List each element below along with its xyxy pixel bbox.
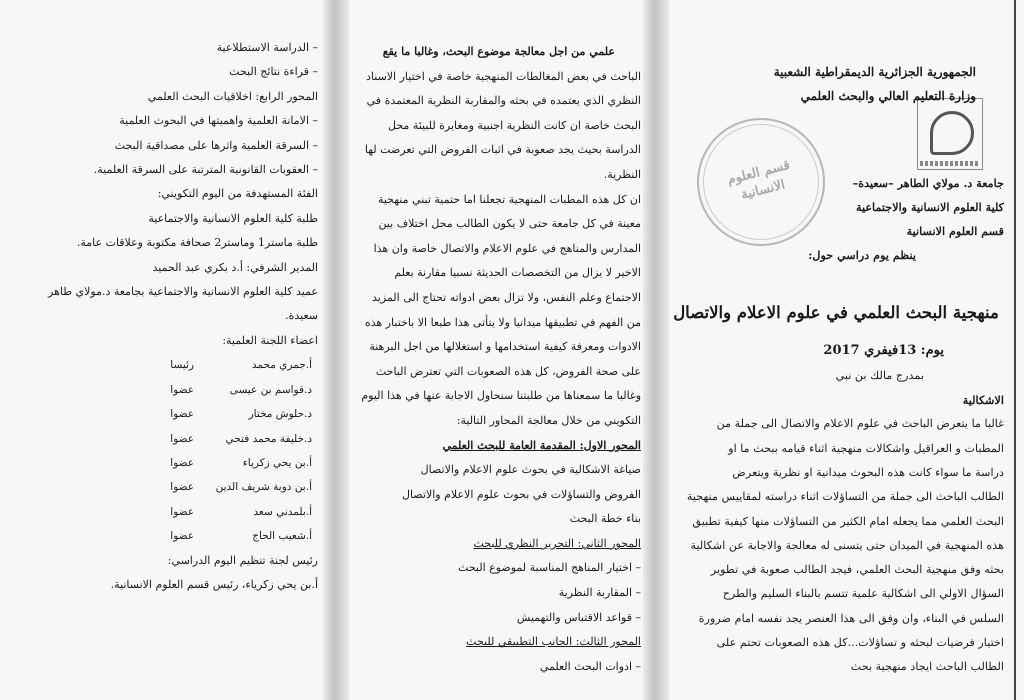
middle-text-line: علمي من اجل معالجة موضوع البحث، وغالبا ما يقع	[382, 45, 615, 58]
organizes-text: ينظم يوم دراسي حول:	[808, 248, 916, 263]
section-heading: الاشكالية	[962, 393, 1004, 408]
problem-statement-line: المطبات و العراقيل واشكالات منهجية اثناء قيامه ببحث ما او	[728, 441, 1004, 455]
middle-lines	[345, 40, 641, 679]
committee-member-name: أ.جمري محمد	[251, 359, 312, 372]
committee-member-role: عضوا	[170, 408, 194, 421]
middle-text-line: بناء خطة البحث	[569, 512, 641, 526]
problem-statement-line: السلس في البناء، وان وفق الى هذا العنصر يجد نفسه امام ضرورة	[698, 611, 1004, 625]
committee-member-name: أ.بلمدني سعد	[253, 505, 312, 518]
committee-member-row	[22, 427, 318, 451]
committee-member-row	[22, 500, 318, 524]
committee-member-name: أ.شعيب الحاج	[252, 530, 312, 543]
middle-text-line: النظرية.	[603, 167, 641, 181]
committee-member-role: رئيسا	[170, 359, 194, 372]
committee-member-name: د.قواسم بن عيسى	[229, 383, 312, 396]
problem-statement-line: السؤال الاولي الى اشكالية علمية تتسم بالبناء السليم والطرح	[722, 587, 1004, 601]
header-line-ministry: وزارة التعليم العالي والبحث العلمي	[800, 89, 976, 104]
problem-statement	[668, 412, 1004, 679]
left-text-line: الفئة المستهدفة من اليوم التكويني:	[157, 187, 318, 201]
committee-member-role: عضوا	[170, 432, 194, 445]
middle-text-line: الاجتماع وعلم النفس، ولا تزال بعض ادواته تحتاج الى المزيد	[372, 290, 641, 304]
middle-text-line: النظري الذي يعتمده في بحثه والمقاربة النظرية المعتمدة في	[366, 94, 641, 108]
middle-text-line: على صحة الفروض، كل هذه الصعوبات التي تعترض الباحث	[375, 364, 641, 378]
committee-member-name: أ.بن يحي زكرياء	[242, 456, 312, 469]
organizer-block	[668, 171, 1004, 268]
problem-statement-line: غالبا ما يتعرض الباحث في علوم الاعلام والاتصال الى جملة من	[716, 417, 1004, 431]
middle-text-line: المحور الثالث: الجانب التطبيقي للبحث	[466, 635, 641, 649]
middle-text-line: الدراسة بحيث يجد صعوبة في اثبات الفروض التي تعرضت لها	[364, 143, 641, 157]
problem-statement-line: دراسة ما سواء كانت هذه البحوث ميدانية او نظرية ويتعرض	[732, 465, 1004, 479]
middle-text-line: صياغة الاشكالية في بحوث علوم الاعلام والاتصال	[420, 463, 641, 477]
committee-member-role: عضوا	[170, 383, 194, 396]
org-university: جامعة د. مولاي الطاهر –سعيدة–	[852, 175, 1004, 190]
middle-text-line: ان كل هذه المطبات المنهجية تجعلنا اما حتمية تبني منهجية	[377, 192, 641, 206]
middle-text-line: وغالبا ما سمعناها من طلبتنا سنحاول الاجابة عنها في هذا اليوم	[361, 389, 641, 403]
org-faculty: كلية العلوم الانسانية والاجتماعية	[856, 199, 1004, 214]
middle-text-line: – اختيار المناهج المناسبة لموضوع البحث	[458, 561, 641, 575]
committee-member-row	[22, 353, 318, 377]
middle-text-line: معينة في كل جامعة حتى لا يكون الطالب محل اختلاف بين	[378, 217, 641, 231]
middle-text-line: المحور الاول: المقدمة العامة للبحث العلمي	[442, 438, 641, 452]
middle-text-line: الادوات ومعرفة كيفية استخدامها و استغلالها من اجل البرهنة	[369, 340, 641, 354]
committee-member-name: د.حلوش مختار	[248, 408, 312, 421]
committee-member-name: أ.بن دوبة شريف الدين	[215, 481, 312, 494]
left-footer-line: أ.بن يحي زكرياء، رئيس قسم العلوم الانسانية.	[110, 577, 318, 591]
fold-shadow-right	[643, 0, 669, 700]
republic-header	[668, 60, 1004, 109]
problem-statement-line: بحثه وفق منهجية البحث العلمي، فيجد الطالب صعوبة في تطوير	[710, 563, 1004, 577]
left-footer	[22, 549, 318, 598]
problem-statement-line: اختيار فرضيات لبحثه و تساؤلات...كل هذه الصعوبات تحتم على	[716, 636, 1004, 650]
middle-text-line: الفروض والتساؤلات في بحوث علوم الاعلام والاتصال	[402, 487, 641, 501]
committee-member-row	[22, 524, 318, 548]
left-text-line: المحور الرابع: اخلاقيات البحث العلمي	[147, 89, 318, 103]
committee-member-role: عضوا	[170, 481, 194, 494]
committee-member-name: د.خليفة محمد فتحي	[225, 432, 312, 445]
event-title: منهجية البحث العلمي في علوم الاعلام والاتصال	[673, 302, 999, 322]
problem-statement-line: الطالب الباحث ايجاد منهجية بحث	[850, 660, 1004, 674]
middle-text-line: من الفهم في تطبيقها ميدانيا ولا يتأتى هذا طبعا الا باختبار هذه	[364, 315, 641, 329]
left-text-line: – قراءة نتائج البحث	[229, 65, 318, 79]
middle-text-line: المدارس والمناهج في علوم الاعلام والاتصال خاصة وان هذا	[373, 241, 641, 255]
left-text-line: طلبة كلية العلوم الانسانية والاجتماعية	[148, 211, 318, 225]
committee-member-role: عضوا	[170, 530, 194, 543]
header-line-republic: الجمهورية الجزائرية الديمقراطية الشعبية	[773, 65, 976, 79]
middle-text-line: البحث خاصة ان كانت النظرية اجنبية ومغايرة للبيئة محل	[388, 118, 641, 132]
committee-member-row	[22, 451, 318, 475]
middle-text-line: – ادوات البحث العلمي	[539, 659, 641, 673]
left-text-line: – العقوبات القانونية المترتبة على السرقة العلمية.	[93, 163, 318, 177]
event-date: يوم: 13فيفري 2017	[823, 342, 944, 358]
left-text-line: – الدراسة الاستطلاعية	[216, 41, 318, 54]
left-text-line: سعيدة.	[285, 309, 318, 323]
left-text-line: – الامانة العلمية واهميتها في البحوث العلمية	[119, 114, 318, 128]
left-footer-line: رئيس لجنة تنظيم اليوم الدراسي:	[167, 553, 318, 567]
committee-list	[22, 353, 318, 548]
stamp-text: قسم العلوم الانسانية	[725, 157, 792, 203]
committee-member-role: عضوا	[170, 456, 194, 469]
org-department: قسم العلوم الانسانية	[906, 224, 1004, 239]
problem-statement-line: هذه المنهجية في الميدان حتى يتسنى له معالجة والاجابة عن اشكالية	[690, 538, 1004, 552]
left-panel	[22, 0, 318, 700]
left-lines	[22, 36, 318, 353]
left-text-line: اعضاء اللجنة العلمية:	[222, 333, 318, 347]
middle-text-line: المحور الثاني: التحرير النظري للبحث	[473, 536, 641, 550]
committee-member-row	[22, 378, 318, 402]
left-text-line: طلبة ماستر1 وماستر2 صحافة مكتوبة وعلاقات عامة.	[76, 236, 318, 250]
committee-member-row	[22, 402, 318, 426]
middle-text-line: – المقاربة النظرية	[558, 586, 641, 600]
middle-text-line: التكويني من خلال معالجة المحاور التالية:	[456, 413, 641, 427]
page-edge	[1014, 0, 1016, 700]
middle-panel	[345, 0, 641, 700]
problem-statement-line: الطالب الباحث الى جملة من التساؤلات اثناء دراسته لمقاييس منهجية	[686, 490, 1004, 504]
middle-text-line: الباحث في بعض المغالطات المنهجية خاصة في اختيار الاسناد	[366, 69, 641, 83]
committee-member-row	[22, 475, 318, 499]
event-venue: بمدرج مالك بن نبي	[835, 368, 924, 382]
middle-text-line: الاخير لا يزال من التخصصات الحديثة نسبيا مقارنة بعلم	[394, 266, 641, 280]
left-text-line: المدير الشرفي: أ.د بكري عبد الحميد	[152, 260, 318, 274]
problem-statement-line: البحث العلمي مما يجعله امام الكثير من التساؤلات منها كيفية تطبيق	[692, 514, 1004, 528]
right-panel	[668, 0, 1004, 700]
left-text-line: – السرقة العلمية واثرها على مصداقية البحث	[114, 138, 318, 152]
committee-member-role: عضوا	[170, 505, 194, 518]
middle-text-line: – قواعد الاقتباس والتهميش	[516, 610, 641, 624]
left-text-line: عميد كلية العلوم الانسانية والاجتماعية بجامعة د.مولاي طاهر	[48, 285, 318, 299]
